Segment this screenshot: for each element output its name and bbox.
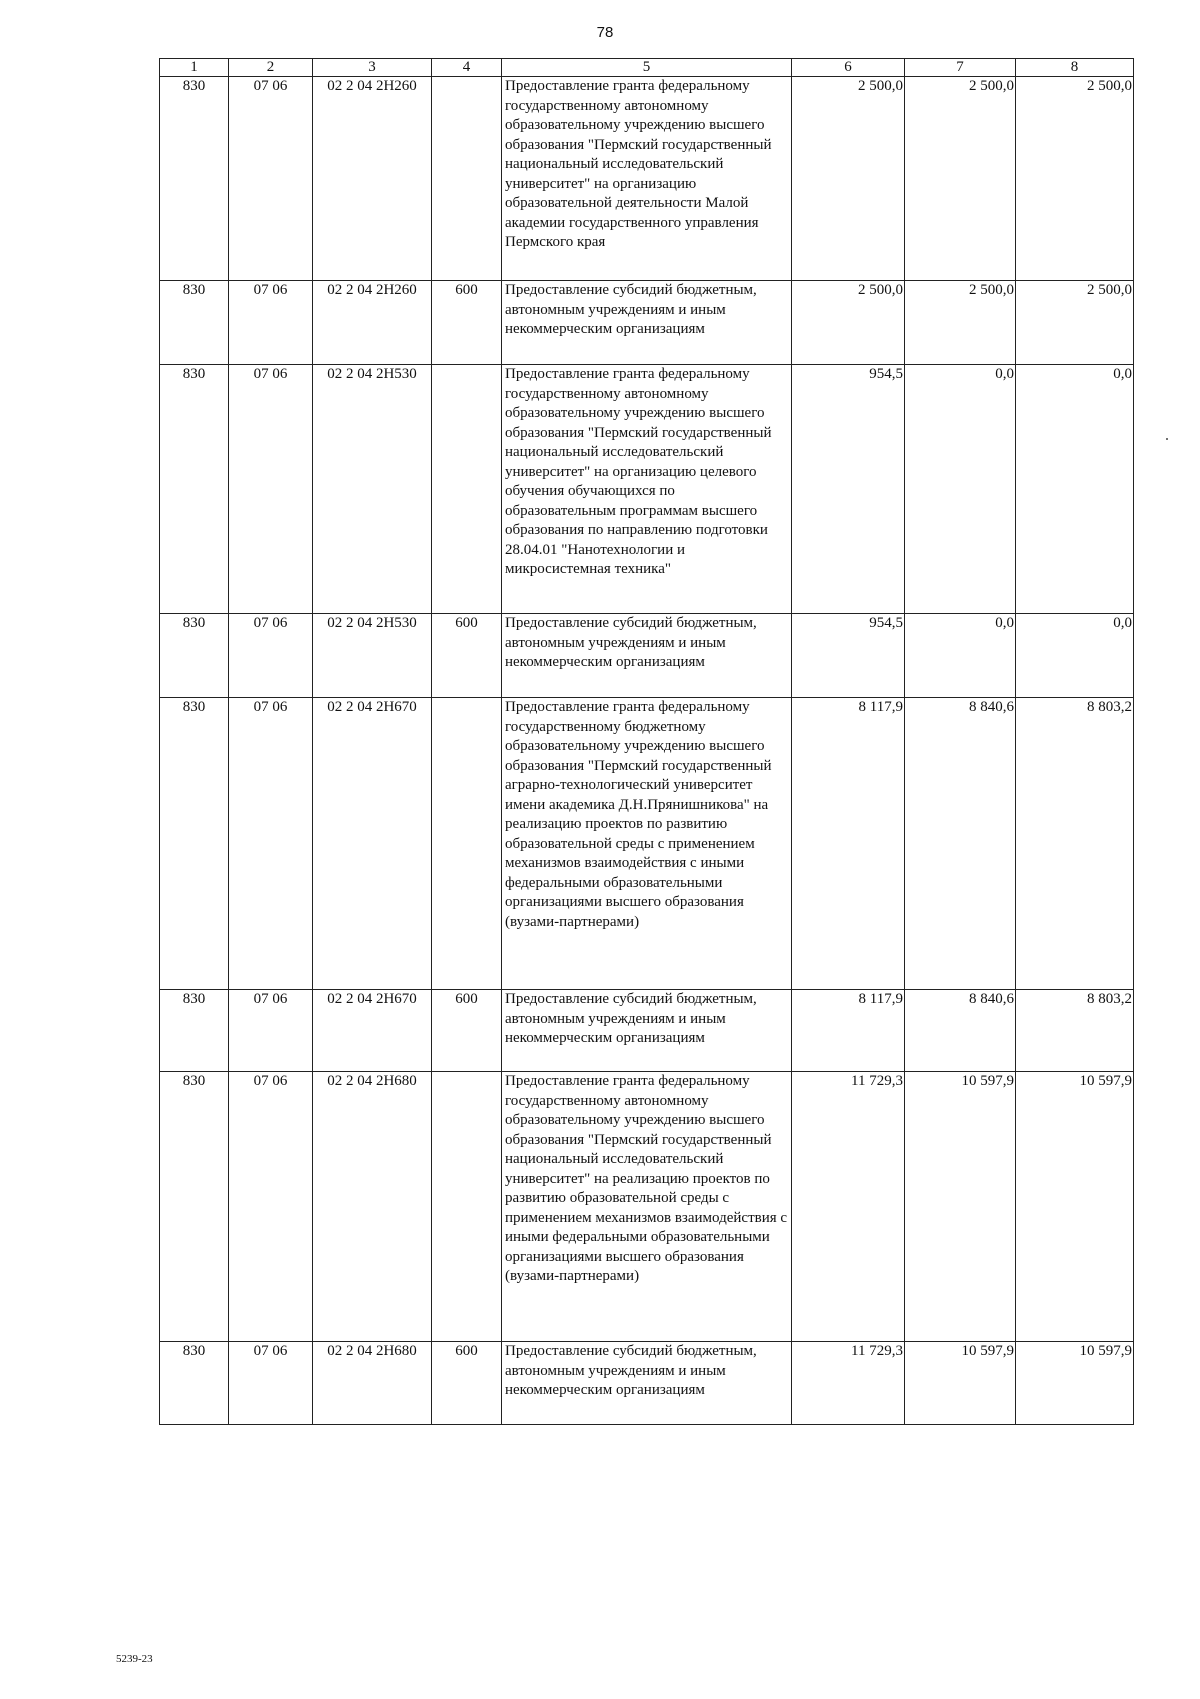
amount-cell: 8 117,9 — [792, 990, 905, 1072]
description-cell: Предоставление гранта федеральному государственному автономному образовательному учреждению высшего образования "Пермский государственный национальный исследовательский университет" на организацию образовательной деятельности Малой академии государственного управления Пермского края — [502, 77, 792, 281]
amount-cell: 11 729,3 — [792, 1342, 905, 1425]
ministry-code-cell: 830 — [160, 281, 229, 365]
target-article-cell: 02 2 04 2Н670 — [313, 990, 432, 1072]
column-header: 1 — [160, 59, 229, 77]
target-article-cell: 02 2 04 2Н260 — [313, 77, 432, 281]
column-header: 5 — [502, 59, 792, 77]
description-cell: Предоставление субсидий бюджетным, автономным учреждениям и иным некоммерческим организациям — [502, 281, 792, 365]
amount-cell: 8 840,6 — [905, 990, 1016, 1072]
amount-cell: 11 729,3 — [792, 1072, 905, 1342]
description-cell: Предоставление гранта федеральному государственному автономному образовательному учреждению высшего образования "Пермский государственный национальный исследовательский университет" на организацию целевого обучения обучающихся по образовательным программам высшего образования по направлению подготовки 28.04.01 "Нанотехнологии и микросистемная техника" — [502, 365, 792, 614]
document-code: 5239-23 — [116, 1653, 153, 1665]
table-row — [160, 1072, 1134, 1342]
section-code-cell: 07 06 — [229, 77, 313, 281]
ministry-code-cell: 830 — [160, 990, 229, 1072]
amount-cell: 8 803,2 — [1016, 698, 1134, 990]
ministry-code-cell: 830 — [160, 698, 229, 990]
expense-type-cell — [432, 1072, 502, 1342]
page-number: 78 — [596, 24, 614, 41]
expense-type-cell: 600 — [432, 990, 502, 1072]
amount-cell: 2 500,0 — [792, 77, 905, 281]
target-article-cell: 02 2 04 2Н260 — [313, 281, 432, 365]
amount-cell: 2 500,0 — [1016, 281, 1134, 365]
description-cell: Предоставление гранта федеральному государственному бюджетному образовательному учреждению высшего образования "Пермский государственный аграрно-технологический университет имени академика Д.Н.Прянишникова" на реализацию проектов по развитию образовательной среды с применением механизмов взаимодействия с иными федеральными образовательными организациями высшего образования (вузами-партнерами) — [502, 698, 792, 990]
table-row — [160, 281, 1134, 365]
amount-cell: 2 500,0 — [905, 77, 1016, 281]
amount-cell: 10 597,9 — [905, 1072, 1016, 1342]
amount-cell: 8 803,2 — [1016, 990, 1134, 1072]
expense-type-cell — [432, 77, 502, 281]
amount-cell: 8 117,9 — [792, 698, 905, 990]
expense-type-cell: 600 — [432, 1342, 502, 1425]
amount-cell: 0,0 — [905, 365, 1016, 614]
expense-type-cell: 600 — [432, 614, 502, 698]
amount-cell: 0,0 — [905, 614, 1016, 698]
table-row — [160, 698, 1134, 990]
ministry-code-cell: 830 — [160, 77, 229, 281]
description-cell: Предоставление субсидий бюджетным, автономным учреждениям и иным некоммерческим организациям — [502, 990, 792, 1072]
section-code-cell: 07 06 — [229, 614, 313, 698]
column-header: 3 — [313, 59, 432, 77]
amount-cell: 2 500,0 — [905, 281, 1016, 365]
amount-cell: 10 597,9 — [905, 1342, 1016, 1425]
ministry-code-cell: 830 — [160, 1342, 229, 1425]
table-row — [160, 77, 1134, 281]
target-article-cell: 02 2 04 2Н530 — [313, 365, 432, 614]
ministry-code-cell: 830 — [160, 1072, 229, 1342]
amount-cell: 2 500,0 — [792, 281, 905, 365]
section-code-cell: 07 06 — [229, 281, 313, 365]
target-article-cell: 02 2 04 2Н530 — [313, 614, 432, 698]
section-code-cell: 07 06 — [229, 990, 313, 1072]
budget-table — [159, 58, 1134, 1425]
description-cell: Предоставление субсидий бюджетным, автономным учреждениям и иным некоммерческим организациям — [502, 1342, 792, 1425]
expense-type-cell: 600 — [432, 281, 502, 365]
target-article-cell: 02 2 04 2Н680 — [313, 1342, 432, 1425]
table-row — [160, 614, 1134, 698]
amount-cell: 954,5 — [792, 614, 905, 698]
column-header: 8 — [1016, 59, 1134, 77]
column-header: 2 — [229, 59, 313, 77]
description-cell: Предоставление гранта федеральному государственному автономному образовательному учреждению высшего образования "Пермский государственный национальный исследовательский университет" на реализацию проектов по развитию образовательной среды с применением механизмов взаимодействия с иными федеральными образовательными организациями высшего образования (вузами-партнерами) — [502, 1072, 792, 1342]
column-header: 7 — [905, 59, 1016, 77]
column-number-row — [160, 59, 1134, 77]
section-code-cell: 07 06 — [229, 365, 313, 614]
target-article-cell: 02 2 04 2Н680 — [313, 1072, 432, 1342]
expense-type-cell — [432, 365, 502, 614]
column-header: 4 — [432, 59, 502, 77]
amount-cell: 10 597,9 — [1016, 1072, 1134, 1342]
amount-cell: 8 840,6 — [905, 698, 1016, 990]
description-cell: Предоставление субсидий бюджетным, автономным учреждениям и иным некоммерческим организациям — [502, 614, 792, 698]
amount-cell: 954,5 — [792, 365, 905, 614]
table-row — [160, 1342, 1134, 1425]
ministry-code-cell: 830 — [160, 365, 229, 614]
amount-cell: 2 500,0 — [1016, 77, 1134, 281]
expense-type-cell — [432, 698, 502, 990]
amount-cell: 10 597,9 — [1016, 1342, 1134, 1425]
table-row — [160, 365, 1134, 614]
table-row — [160, 990, 1134, 1072]
ministry-code-cell: 830 — [160, 614, 229, 698]
section-code-cell: 07 06 — [229, 698, 313, 990]
target-article-cell: 02 2 04 2Н670 — [313, 698, 432, 990]
column-header: 6 — [792, 59, 905, 77]
amount-cell: 0,0 — [1016, 614, 1134, 698]
section-code-cell: 07 06 — [229, 1072, 313, 1342]
scan-speck — [1166, 438, 1168, 440]
amount-cell: 0,0 — [1016, 365, 1134, 614]
section-code-cell: 07 06 — [229, 1342, 313, 1425]
